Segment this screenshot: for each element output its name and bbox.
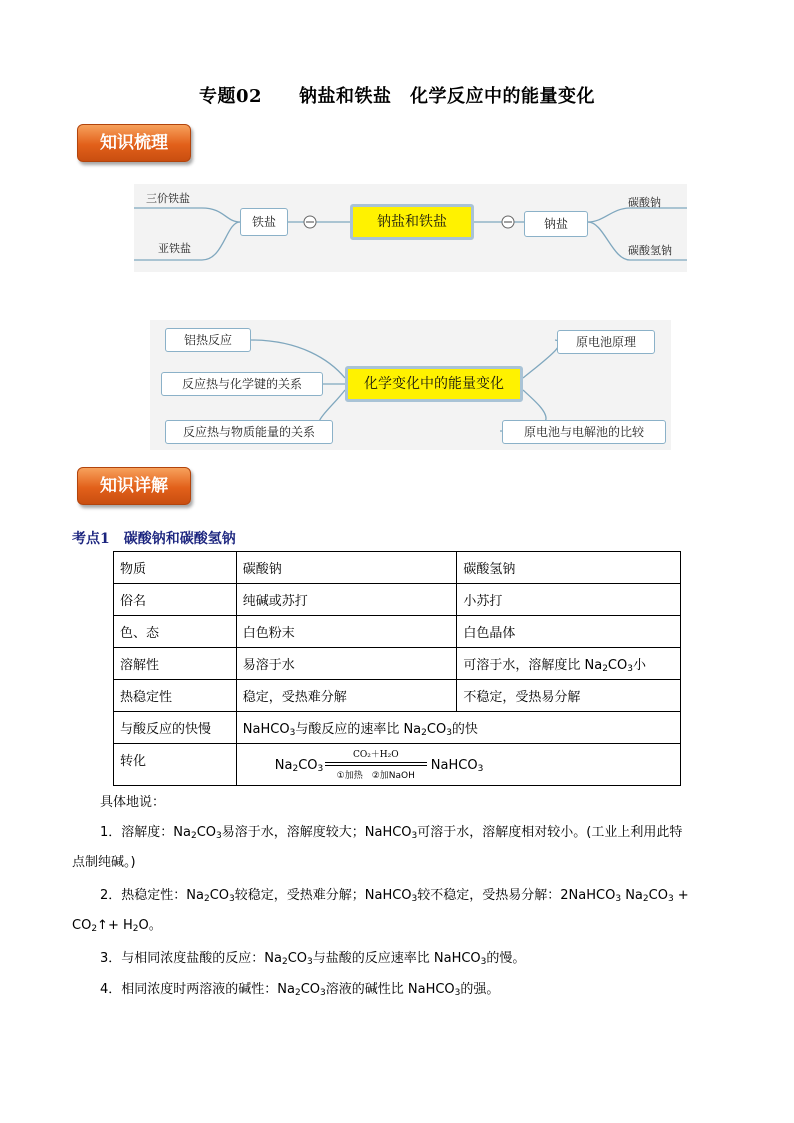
table-cell-label: 俗名 [114,584,237,616]
explanation-p1: 1．溶解度：$Na_2CO_3$易溶于水，溶解度较大；NaHCO$_3$可溶于水，溶解度相对较小。(工业上利用此特 [100,825,683,841]
table-cell-label: 热稳定性 [114,680,237,712]
mindmap1-leaf-sodium-bicarbonate: 碳酸氢钠 [628,244,672,257]
table-cell: 易溶于水 [236,648,457,680]
section-badge-detail: 知识详解 [77,467,191,505]
mindmap2-node-energy-heat: 反应热与物质能量的关系 [165,420,333,444]
mindmap2-center: 化学变化中的能量变化 [345,366,523,402]
table-cell-label: 色、态 [114,616,237,648]
mindmap1-leaf-ferrous: 亚铁盐 [158,242,191,255]
table-cell: 纯碱或苏打 [236,584,457,616]
conversion-arrow-line-top [325,762,427,763]
table-row [114,712,681,744]
explanation-p2: 2．热稳定性：$Na_2CO_3$较稳定，受热难分解；NaHCO$_3$较不稳定，受热易分解：2NaHCO$_3$ $Na_2CO_3$ + [100,888,689,904]
table-row [114,680,681,712]
table-cell: 不稳定，受热易分解 [457,680,681,712]
mindmap2-node-galvanic-vs-electrolytic: 原电池与电解池的比较 [502,420,666,444]
mindmap1-leaf-ferric: 三价铁盐 [146,192,190,205]
explanation-p4: 4．相同浓度时两溶液的碱性：$Na_2CO_3$溶液的碱性比 NaHCO$_3$的强。 [100,982,500,998]
table-header-cell: 碳酸氢钠 [457,552,681,584]
table-row [114,648,681,680]
conversion-equation [243,745,676,785]
conversion-arrow-bottom: ①加热 ②加NaOH [336,770,415,781]
explanation-intro: 具体地说： [100,795,166,810]
mindmap1-node-iron-salt: 铁盐 [240,208,288,236]
table-row [114,744,681,786]
table-header-cell: 碳酸钠 [236,552,457,584]
page-title: 专题02 钠盐和铁盐 化学反应中的能量变化 [198,86,596,107]
conversion-cell [236,744,680,786]
table-cell: 白色粉末 [236,616,457,648]
conversion-arrow-line-bottom [325,765,427,766]
mindmap-energy-change [150,320,671,450]
mindmap1-leaf-sodium-carbonate: 碳酸钠 [628,196,661,209]
table-header-cell: 物质 [114,552,237,584]
table-cell: 小苏打 [457,584,681,616]
mindmap2-node-thermite: 铝热反应 [165,328,251,352]
conversion-left: $Na_2CO_3$ [274,757,324,774]
mindmap-sodium-iron [134,184,687,272]
table-cell: 稳定，受热难分解 [236,680,457,712]
conversion-arrow-top: CO₂＋H₂O [352,749,399,760]
table-row [114,616,681,648]
section-title-1: 考点1 碳酸钠和碳酸氢钠 [72,531,236,547]
table-cell: 可溶于水，溶解度比 $Na_2CO_3$小 [457,648,681,680]
table-header-row [114,552,681,584]
explanation-p1-cont: 点制纯碱。) [72,855,136,870]
table-row [114,584,681,616]
mindmap2-node-galvanic: 原电池原理 [557,330,655,354]
mindmap1-node-sodium-salt: 钠盐 [524,211,588,237]
table-cell-label: 溶解性 [114,648,237,680]
comparison-table [113,551,681,786]
conversion-right: NaHCO$_3$ [430,757,484,774]
mindmap1-center: 钠盐和铁盐 [350,204,474,240]
table-cell: NaHCO$_3$与酸反应的速率比 $Na_2CO_3$的快 [236,712,680,744]
table-cell: 白色晶体 [457,616,681,648]
mindmap2-node-bond-heat: 反应热与化学键的关系 [161,372,323,396]
table-cell-label: 与酸反应的快慢 [114,712,237,744]
table-cell-label: 转化 [114,744,237,786]
section-badge-overview: 知识梳理 [77,124,191,162]
explanation-p3: 3．与相同浓度盐酸的反应：$Na_2CO_3$与盐酸的反应速率比 NaHCO$_3$的慢。 [100,951,526,967]
explanation-p2-cont: $CO_2↑+ H_2O$。 [72,918,162,934]
